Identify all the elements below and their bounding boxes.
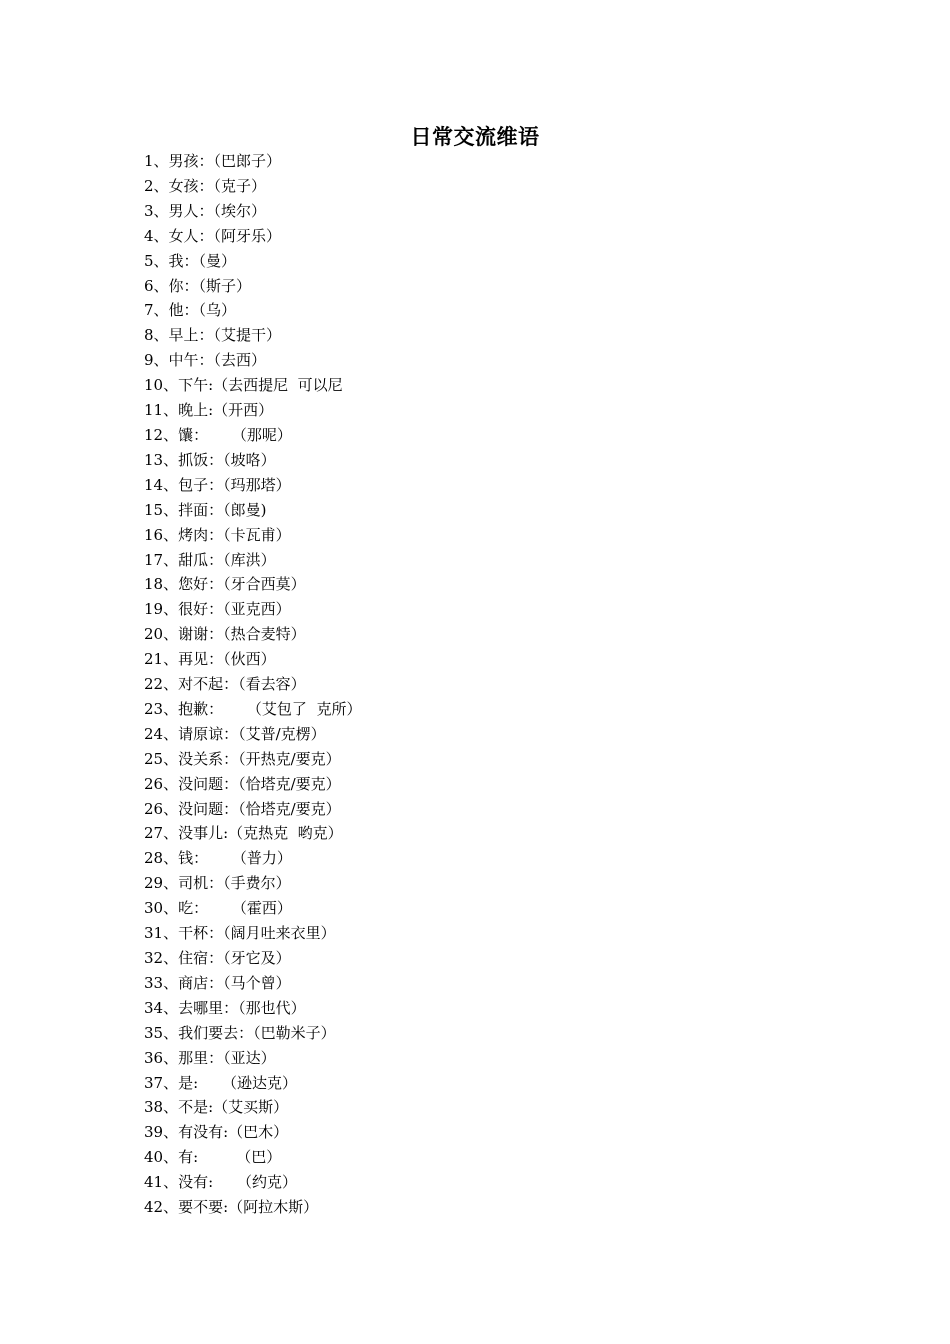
phrase-entry: 40、有: （巴） [144,1148,282,1167]
phrase-entry: 22、对不起：（看去容） [144,675,306,694]
phrase-entry: 39、有没有:（巴木） [144,1123,289,1142]
phrase-entry: 14、包子：（玛那塔） [144,475,291,494]
phrase-entry: 35、我们要去：（巴勒米子） [144,1023,336,1042]
phrase-entry: 31、干杯：（阔月吐来衣里） [144,924,336,943]
phrase-entry: 13、抓饭：（坡咯） [144,450,276,469]
phrase-entry: 17、甜瓜：（库洪） [144,550,276,569]
phrase-list [144,149,844,1220]
phrase-entry: 19、很好：（亚克西） [144,600,291,619]
phrase-entry: 28、钱： （普力） [144,849,292,868]
phrase-entry: 4、女人：（阿牙乐） [144,226,282,245]
phrase-entry: 21、再见：（伙西） [144,650,276,669]
phrase-entry: 26、没问题：（恰塔克/要克） [144,799,341,818]
phrase-entry: 5、我：（曼） [144,251,237,270]
phrase-entry: 32、住宿：（牙它及） [144,949,291,967]
phrase-entry: 27、没事儿:（克热克 哟克） [144,824,343,843]
phrase-entry: 25、没关系：（开热克/要克） [144,749,341,768]
phrase-entry: 8、早上：（艾提干） [144,326,282,345]
phrase-entry: 16、烤肉：（卡瓦甫） [144,525,291,544]
phrase-entry: 7、他：（乌） [144,301,237,320]
phrase-entry: 24、请原谅：（艾普/克楞） [144,724,326,743]
phrase-entry: 36、那里：（亚达） [144,1048,276,1067]
phrase-entry: 12、馕： （那呢） [144,425,292,444]
phrase-entry: 15、拌面：（郎曼) [144,500,267,519]
phrase-entry: 20、谢谢：（热合麦特） [144,625,306,644]
phrase-entry: 42、要不要:（阿拉木斯） [144,1198,319,1217]
phrase-entry: 26、没问题：（恰塔克/要克） [144,774,341,793]
phrase-entry: 30、吃： （霍西） [144,899,292,918]
phrase-entry: 23、抱歉： （艾包了 克所） [144,699,362,718]
phrase-entry: 2、女孩：（克子） [144,176,267,195]
phrase-entry: 33、商店：（马个曾） [144,973,291,992]
phrase-entry: 3、男人：（埃尔） [144,201,267,220]
phrase-entry: 38、不是:（艾买斯） [144,1098,289,1117]
phrase-entry: 18、您好：（牙合西莫） [144,575,306,594]
phrase-entry: 9、中午：（去西） [144,351,267,370]
phrase-entry: 6、你：（斯子） [144,276,252,295]
document-title: 日常交流维语 [410,124,540,149]
phrase-entry: 11、晚上:（开西） [144,401,274,420]
phrase-entry: 37、是: （逊达克） [144,1073,297,1092]
phrase-entry: 1、男孩：（巴郎子） [144,152,282,170]
phrase-entry: 10、下午:（去西提尼 可以尼 [144,376,343,395]
phrase-entry: 41、没有: （约克） [144,1173,297,1192]
phrase-entry: 34、去哪里：（那也代） [144,998,306,1017]
phrase-entry: 29、司机：（手费尔） [144,874,291,893]
